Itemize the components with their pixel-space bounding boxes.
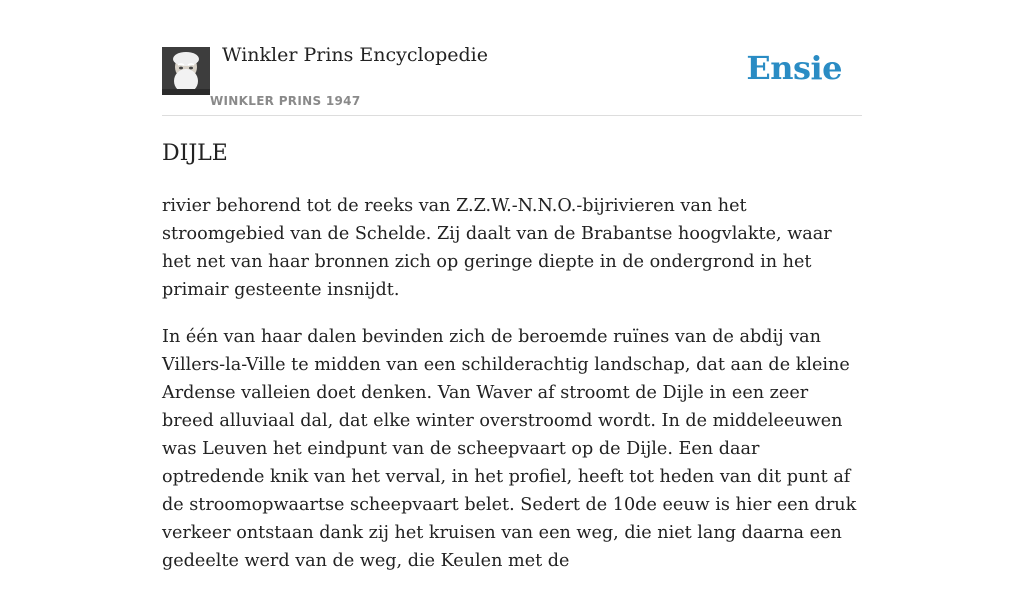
content-column [162,0,862,571]
portrait-avatar-icon[interactable] [162,47,210,95]
site-title-link[interactable]: Winkler Prins Encyclopedie [222,44,488,66]
edition-label: WINKLER PRINS 1947 [210,94,361,108]
article-paragraph: rivier behorend tot de reeks van Z.Z.W.-N.N.O.-bijrivieren van het stroomgebied van de Schelde. Zij daalt van de Brabantse hoogvlakte, waar het net van haar bronnen zich op geringe diepte in de ondergrond in het primair gesteente insnijdt. [162,196,832,300]
site-header [162,0,862,116]
article-title: DIJLE [162,141,228,166]
article-paragraph: In één van haar dalen bevinden zich de beroemde ruïnes van de abdij van Villers-la-Ville te midden van een schilderachtig landschap, dat aan de kleine Ardense valleien doet denken. Van Waver af stroomt de Dijle in een zeer breed alluviaal dal, dat elke winter overstroomd wordt. In de middeleeuwen was Leuven het eindpunt van de scheepvaart op de Dijle. Een daar optredende knik van het verval, in het profiel, heeft tot heden van dit punt af de stroomopwaartse scheepvaart belet. Sedert de 10de eeuw is hier een druk verkeer ontstaan dank zij het kruisen van een weg, die niet lang daarna een gedeelte werd van de weg, die Keulen met de [162,327,857,571]
article-body [162,192,862,594]
brand-logo-link[interactable]: Ensie [746,49,842,87]
